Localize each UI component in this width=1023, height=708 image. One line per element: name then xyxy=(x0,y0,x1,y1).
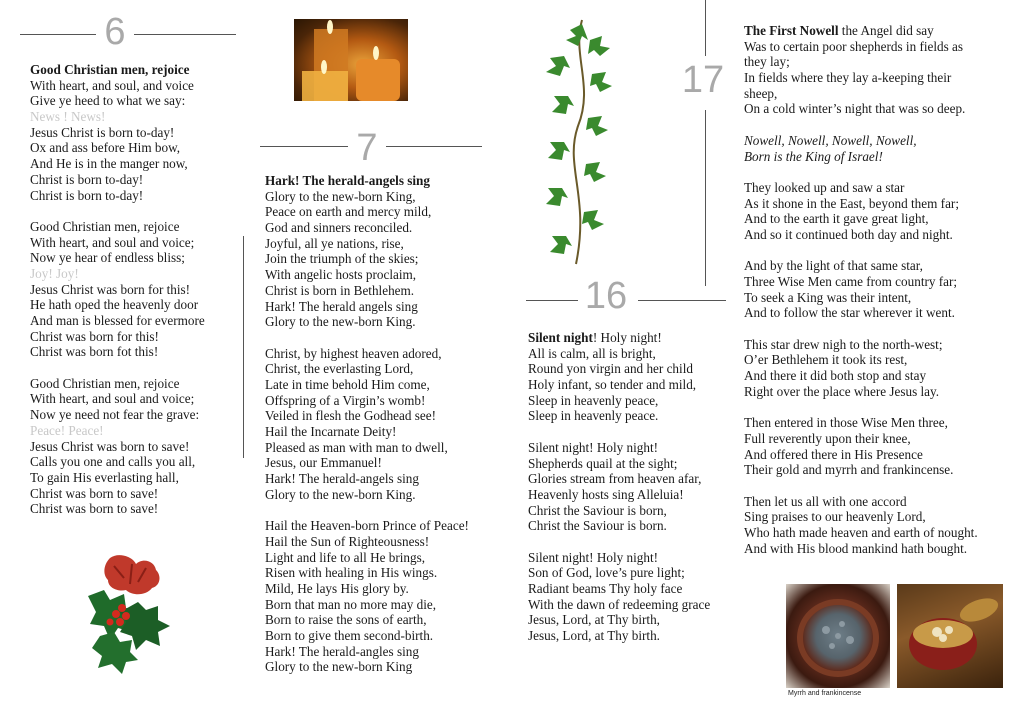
lyric-line xyxy=(265,408,469,424)
lyric-line xyxy=(30,486,205,502)
lyric-text: sheep, xyxy=(744,85,778,101)
lyric-text: Son of God, love’s pure light; xyxy=(528,565,685,581)
lyric-line xyxy=(265,659,469,675)
lyric-line xyxy=(265,361,469,377)
carol-title: The First Nowell xyxy=(744,23,839,38)
lyric-line xyxy=(30,235,205,251)
lyric-text: Shepherds quail at the sight; xyxy=(528,455,678,471)
stanza-gap xyxy=(744,164,978,180)
lyric-text: Good Christian men, rejoice xyxy=(30,218,180,234)
lyric-text: Sleep in heavenly peace. xyxy=(528,408,659,424)
lyric-text: And with His blood mankind hath bought. xyxy=(744,540,968,556)
lyric-text: Christ was born for this! xyxy=(30,328,159,344)
stanza-gap xyxy=(744,478,978,494)
lyric-line xyxy=(30,125,205,141)
lyric-line xyxy=(265,204,469,220)
lyric-line xyxy=(30,391,205,407)
lyric-line xyxy=(30,376,205,392)
lyric-text: Full reverently upon their knee, xyxy=(744,430,911,446)
lyric-line xyxy=(30,454,205,470)
stanza-gap xyxy=(265,502,469,518)
lyric-text: Hail the Sun of Righteousness! xyxy=(265,533,430,549)
lyric-text: they lay; xyxy=(744,54,790,70)
lyric-text: Jesus Christ was born to save! xyxy=(30,438,190,454)
stanza-gap xyxy=(528,534,710,550)
lyric-line xyxy=(265,393,469,409)
lyric-text: Risen with healing in His wings. xyxy=(265,565,438,581)
lyric-text: On a cold winter’s night that was so deep. xyxy=(744,101,966,117)
lyric-text: With heart, and soul, and voice xyxy=(30,77,194,93)
lyric-text: Hail the Heaven-born Prince of Peace! xyxy=(265,518,469,534)
lyric-line xyxy=(265,455,469,471)
lyric-line xyxy=(744,149,978,165)
lyric-text: With angelic hosts proclaim, xyxy=(265,267,417,283)
lyric-text: Give ye heed to what we say: xyxy=(30,93,186,109)
lyric-line xyxy=(265,299,469,315)
lyric-line xyxy=(30,140,205,156)
carol6-number: 6 xyxy=(104,11,126,53)
lyric-line xyxy=(265,565,469,581)
carol16-rule-right xyxy=(638,300,726,301)
lyric-text: Christ the Saviour is born, xyxy=(528,502,667,518)
lyric-line xyxy=(265,346,469,362)
frankincense-pot-image xyxy=(897,584,1003,688)
lyric-line xyxy=(744,101,978,117)
lyric-text: Born that man no more may die, xyxy=(265,596,437,612)
lyric-text: Jesus, Lord, at Thy birth. xyxy=(528,628,660,644)
lyric-line xyxy=(265,173,469,189)
lyric-text: Hark! The herald-angels sing xyxy=(265,471,419,487)
stanza-gap xyxy=(744,321,978,337)
lyric-text: Silent night! Holy night! xyxy=(528,439,659,455)
lyric-line xyxy=(744,352,978,368)
lyric-text: And to follow the star wherever it went. xyxy=(744,305,955,321)
lyric-line xyxy=(30,93,205,109)
holly-sprig-image xyxy=(80,552,174,676)
carol6-rule-right xyxy=(134,34,236,35)
lyric-text: Join the triumph of the skies; xyxy=(265,251,419,267)
lyric-line xyxy=(265,424,469,440)
lyric-line xyxy=(744,227,978,243)
lyric-line xyxy=(528,440,710,456)
lyric-line xyxy=(265,220,469,236)
lyric-text: Jesus Christ is born to-day! xyxy=(30,124,175,140)
lyric-line xyxy=(265,377,469,393)
lyric-line xyxy=(265,581,469,597)
lyric-line xyxy=(528,330,710,346)
photo-caption: Myrrh and frankincense xyxy=(788,690,862,697)
lyric-line xyxy=(30,62,205,78)
lyric-line xyxy=(744,211,978,227)
lyric-text: ! Holy night! xyxy=(592,330,662,345)
lyric-text: Ox and ass before Him bow, xyxy=(30,140,181,156)
carol17-rule-bottom xyxy=(705,110,706,286)
lyric-line xyxy=(744,180,978,196)
lyric-text: Jesus, Lord, at Thy birth, xyxy=(528,612,660,628)
lyric-line xyxy=(528,393,710,409)
lyric-line xyxy=(528,503,710,519)
lyric-line xyxy=(744,337,978,353)
stanza-gap xyxy=(744,400,978,416)
lyric-line xyxy=(744,415,978,431)
lyric-line xyxy=(528,408,710,424)
lyric-text: Christ, by highest heaven adored, xyxy=(265,345,442,361)
lyric-text: And to the earth it gave great light, xyxy=(744,211,929,227)
lyric-text: With heart, and soul and voice; xyxy=(30,234,195,250)
lyric-text: He hath oped the heavenly door xyxy=(30,297,199,313)
lyric-line xyxy=(528,456,710,472)
lyric-line xyxy=(30,188,205,204)
lyric-text: Light and life to all He brings, xyxy=(265,549,426,565)
myrrh-bowl-image xyxy=(786,584,890,688)
lyric-line xyxy=(744,23,978,39)
lyric-line xyxy=(265,267,469,283)
lyric-text: Glory to the new-born King. xyxy=(265,486,416,502)
lyric-text: Glory to the new-born King. xyxy=(265,314,416,330)
lyric-line xyxy=(30,282,205,298)
lyric-line xyxy=(744,305,978,321)
lyric-line xyxy=(265,440,469,456)
lyric-text: Pleased as man with man to dwell, xyxy=(265,439,448,455)
lyric-line xyxy=(744,541,978,557)
lyric-text: Holy infant, so tender and mild, xyxy=(528,377,697,393)
lyric-text: All is calm, all is bright, xyxy=(528,345,656,361)
lyric-text: Jesus, our Emmanuel! xyxy=(265,455,382,471)
lyric-line xyxy=(30,313,205,329)
lyric-line xyxy=(528,628,710,644)
lyric-line xyxy=(744,54,978,70)
lyric-line xyxy=(265,612,469,628)
lyric-line xyxy=(528,550,710,566)
lyric-line xyxy=(265,597,469,613)
lyric-text: With the dawn of redeeming grace xyxy=(528,596,711,612)
lyric-text: Christ the Saviour is born. xyxy=(528,518,667,534)
lyric-line xyxy=(744,462,978,478)
lyric-text: Joy! Joy! xyxy=(30,265,79,281)
stanza-gap xyxy=(30,360,205,376)
lyric-text: Right over the place where Jesus lay. xyxy=(744,383,940,399)
lyric-line xyxy=(744,70,978,86)
carol7-rule-left xyxy=(260,146,348,147)
lyric-text: Offspring of a Virgin’s womb! xyxy=(265,392,426,408)
carol17-rule-top xyxy=(705,0,706,56)
ivy-vine-image xyxy=(524,16,624,268)
lyric-text: And He is in the manger now, xyxy=(30,156,188,172)
lyric-text: Hark! The herald-angles sing xyxy=(265,643,419,659)
lyric-text: This star drew nigh to the north-west; xyxy=(744,336,943,352)
carol-title: Hark! The herald-angels sing xyxy=(265,173,430,188)
carol17-lyrics xyxy=(744,23,978,556)
lyric-line xyxy=(744,494,978,510)
lyric-text: And there it did both stop and stay xyxy=(744,368,927,384)
lyric-line xyxy=(265,314,469,330)
lyric-line xyxy=(744,196,978,212)
lyric-text: Jesus Christ was born for this! xyxy=(30,281,191,297)
lyric-line xyxy=(30,78,205,94)
lyric-text: Hark! The herald angels sing xyxy=(265,298,418,314)
lyric-line xyxy=(528,581,710,597)
carol16-rule-left xyxy=(526,300,578,301)
lyric-text: Good Christian men, rejoice xyxy=(30,375,180,391)
lyric-text: Christ is born in Bethlehem. xyxy=(265,282,415,298)
lyric-text: Heavenly hosts sing Alleluia! xyxy=(528,486,684,502)
ivy-icon xyxy=(524,16,624,268)
lyric-text: Christ was born fot this! xyxy=(30,344,159,360)
lyric-line xyxy=(528,471,710,487)
carol-title: Good Christian men, rejoice xyxy=(30,62,190,77)
lyric-line xyxy=(744,133,978,149)
lyric-text: Christ was born to save! xyxy=(30,485,159,501)
lyric-text: Sing praises to our heavenly Lord, xyxy=(744,509,926,525)
lyric-line xyxy=(528,361,710,377)
lyric-text: Their gold and myrrh and frankincense. xyxy=(744,462,954,478)
lyric-text: Who hath made heaven and earth of nought. xyxy=(744,525,978,540)
lyric-text: Christ is born to-day! xyxy=(30,171,144,187)
lyric-line xyxy=(744,290,978,306)
lyric-line xyxy=(30,423,205,439)
lyric-line xyxy=(744,368,978,384)
lyric-line xyxy=(30,501,205,517)
lyric-line xyxy=(30,156,205,172)
lyric-text: Mild, He lays His glory by. xyxy=(265,580,409,596)
carol-title: Silent night xyxy=(528,330,593,345)
lyric-text: Then entered in those Wise Men three, xyxy=(744,415,948,431)
lyric-line xyxy=(744,525,978,541)
carol6-lyrics xyxy=(30,62,205,517)
lyric-text: Round yon virgin and her child xyxy=(528,361,693,377)
lyric-text: With heart, and soul and voice; xyxy=(30,391,195,407)
stanza-gap xyxy=(528,424,710,440)
lyric-text: Peace! Peace! xyxy=(30,422,104,438)
lyric-text: Nowell, Nowell, Nowell, Nowell, xyxy=(744,132,917,148)
lyric-line xyxy=(30,172,205,188)
lyric-text: Then let us all with one accord xyxy=(744,493,907,509)
lyric-text: As it shone in the East, beyond them far; xyxy=(744,195,959,211)
lyric-text: Glories stream from heaven afar, xyxy=(528,471,702,487)
candles-image xyxy=(294,19,408,101)
lyric-line xyxy=(265,644,469,660)
lyric-text: Was to certain poor shepherds in fields as xyxy=(744,38,964,54)
lyric-text: They looked up and saw a star xyxy=(744,179,905,195)
lyric-line xyxy=(30,250,205,266)
lyric-text: Glory to the new-born King, xyxy=(265,188,416,204)
lyric-line xyxy=(744,447,978,463)
carol17-number: 17 xyxy=(681,59,725,101)
lyric-line xyxy=(265,189,469,205)
lyric-text: And offered there in His Presence xyxy=(744,446,923,462)
lyric-text: Calls you one and calls you all, xyxy=(30,454,196,470)
stanza-gap xyxy=(30,203,205,219)
lyric-line xyxy=(265,236,469,252)
lyric-text: To gain His everlasting hall, xyxy=(30,469,179,485)
lyric-text: Glory to the new-born King xyxy=(265,659,413,675)
lyric-text: Born to give them second-birth. xyxy=(265,627,434,643)
lyric-line xyxy=(265,283,469,299)
lyric-text: Now ye need not fear the grave: xyxy=(30,407,200,423)
lyric-text: Silent night! Holy night! xyxy=(528,549,659,565)
lyric-line xyxy=(528,597,710,613)
lyric-line xyxy=(744,86,978,102)
lyric-text: And by the light of that same star, xyxy=(744,258,923,274)
lyric-line xyxy=(30,219,205,235)
lyric-text: Christ is born to-day! xyxy=(30,187,144,203)
lyric-line xyxy=(528,565,710,581)
lyric-line xyxy=(30,439,205,455)
carol7-lyrics xyxy=(265,173,469,675)
lyric-text: Joyful, all ye nations, rise, xyxy=(265,235,404,251)
lyric-line xyxy=(265,487,469,503)
lyric-line xyxy=(30,470,205,486)
lyric-line xyxy=(265,628,469,644)
lyric-text: the Angel did say xyxy=(838,23,934,38)
lyric-line xyxy=(30,266,205,282)
carol7-number: 7 xyxy=(356,127,378,169)
carol16-number: 16 xyxy=(584,275,628,317)
lyric-line xyxy=(744,431,978,447)
stanza-gap xyxy=(265,330,469,346)
lyric-line xyxy=(528,518,710,534)
lyric-text: And man is blessed for evermore xyxy=(30,313,205,328)
lyric-text: God and sinners reconciled. xyxy=(265,220,413,236)
myrrh-icon xyxy=(786,584,890,688)
lyric-line xyxy=(528,377,710,393)
lyric-text: News ! News! xyxy=(30,109,106,125)
lyric-line xyxy=(30,344,205,360)
lyric-text: Sleep in heavenly peace, xyxy=(528,392,659,408)
carol7-side-rule xyxy=(243,236,244,458)
lyric-line xyxy=(528,346,710,362)
lyric-text: Now ye hear of endless bliss; xyxy=(30,250,185,266)
lyric-text: Born to raise the sons of earth, xyxy=(265,612,427,628)
holly-icon xyxy=(80,552,174,676)
lyric-text: Peace on earth and mercy mild, xyxy=(265,204,432,220)
lyric-text: O’er Bethlehem it took its rest, xyxy=(744,352,908,368)
lyric-line xyxy=(744,39,978,55)
carol16-lyrics xyxy=(528,330,710,644)
lyric-line xyxy=(265,471,469,487)
lyric-text: Christ, the everlasting Lord, xyxy=(265,361,414,377)
frankincense-icon xyxy=(897,584,1003,688)
candle-flame-icon xyxy=(294,19,408,101)
lyric-text: In fields where they lay a-keeping their xyxy=(744,70,952,86)
stanza-gap xyxy=(744,117,978,133)
lyric-line xyxy=(30,109,205,125)
lyric-text: Christ was born to save! xyxy=(30,501,159,517)
lyric-line xyxy=(265,534,469,550)
lyric-line xyxy=(30,329,205,345)
lyric-text: Born is the King of Israel! xyxy=(744,148,883,164)
lyric-text: To seek a King was their intent, xyxy=(744,289,912,305)
lyric-text: Radiant beams Thy holy face xyxy=(528,581,683,596)
lyric-line xyxy=(744,384,978,400)
lyric-line xyxy=(744,509,978,525)
lyric-text: Three Wise Men came from country far; xyxy=(744,274,958,289)
lyric-text: Veiled in flesh the Godhead see! xyxy=(265,408,437,424)
stanza-gap xyxy=(744,243,978,259)
lyric-line xyxy=(30,297,205,313)
lyric-line xyxy=(265,550,469,566)
carol7-rule-right xyxy=(386,146,482,147)
lyric-line xyxy=(744,274,978,290)
lyric-line xyxy=(30,407,205,423)
lyric-text: Late in time behold Him come, xyxy=(265,376,430,392)
lyric-line xyxy=(528,487,710,503)
carol6-rule-left xyxy=(20,34,96,35)
lyric-line xyxy=(528,612,710,628)
lyric-line xyxy=(265,518,469,534)
lyric-text: And so it continued both day and night. xyxy=(744,226,953,242)
lyric-text: Hail the Incarnate Deity! xyxy=(265,424,397,439)
lyric-line xyxy=(265,251,469,267)
lyric-line xyxy=(744,258,978,274)
